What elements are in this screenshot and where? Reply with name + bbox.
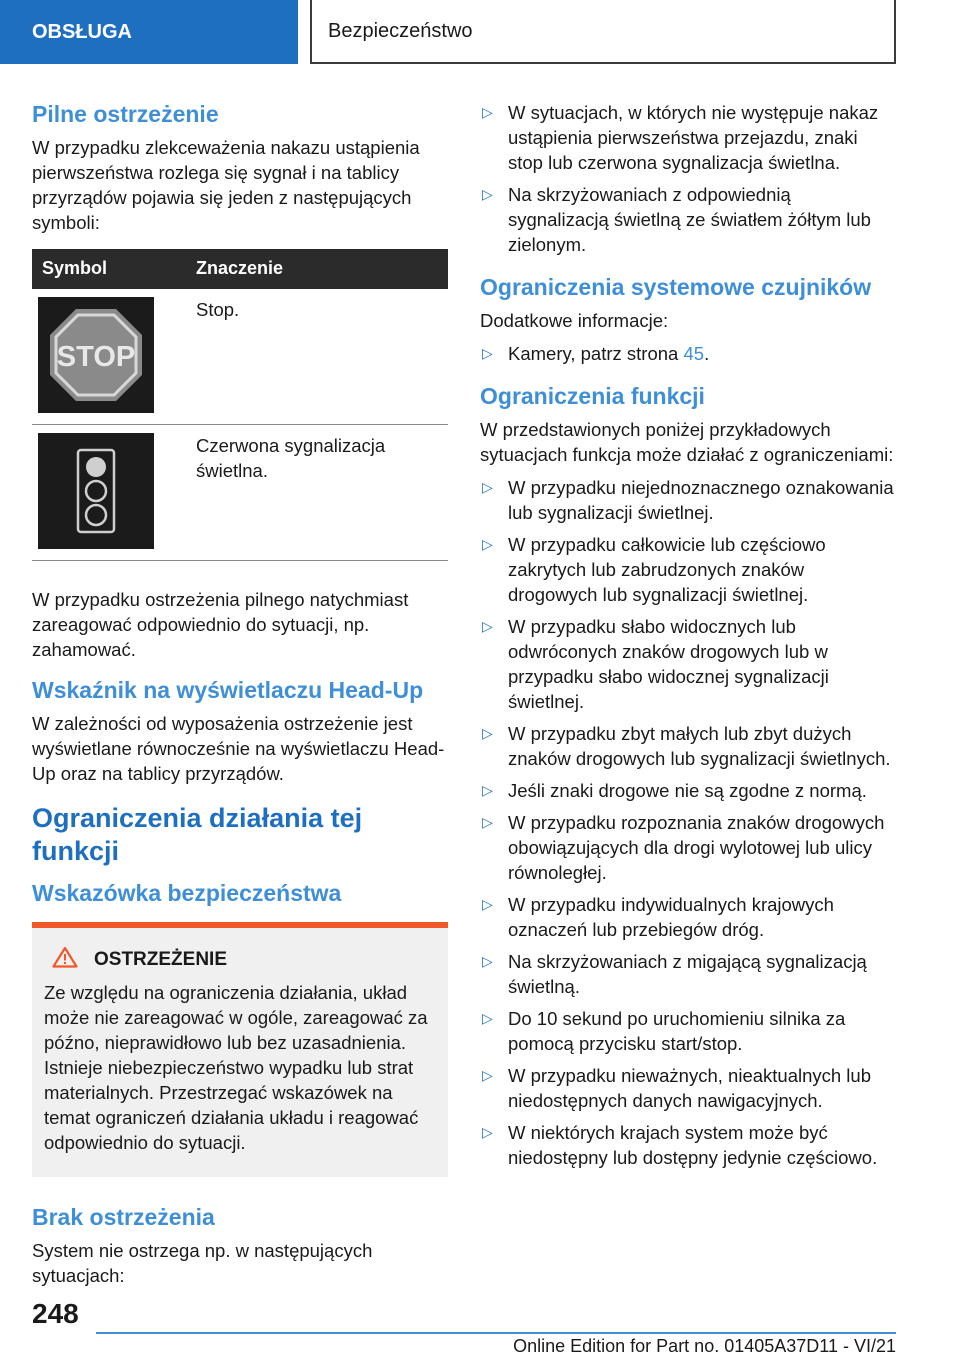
list-item: ▷ W niektórych krajach system może być niedostępny lub dostępny jedynie częściowo. (482, 1121, 878, 1168)
column-header-symbol: Symbol (42, 258, 108, 279)
bullet-triangle-icon: ▷ (482, 104, 493, 120)
list-item: ▷ W przypadku zbyt małych lub zbyt dużych znaków drogowych lub sygnalizacji świetlnych. (482, 722, 891, 769)
footer-edition: Online Edition for Part no. 01405A37D11 - VI/21 (513, 1336, 896, 1356)
list-item: ▷ Na skrzyżowaniach z migającą sygnalizacją świetlną. (482, 950, 867, 997)
bullet-triangle-icon: ▷ (482, 1123, 493, 1140)
symbol-table (32, 249, 448, 561)
table-row (32, 425, 448, 561)
stop-sign-icon (38, 297, 154, 413)
paragraph-sensor: Dodatkowe informacje: (480, 309, 669, 331)
warning-box (32, 928, 448, 1177)
paragraph-function: W przedstawionych poniżej przykładowych sytuacjach funkcja może działać z ograniczeniami: (480, 418, 894, 465)
traffic-light-icon (38, 433, 154, 549)
meaning-stop: Stop. (196, 298, 240, 320)
bullet-triangle-icon: ▷ (482, 952, 493, 969)
paragraph-urgent-warning: W przypadku zlekceważenia nakazu ustąpienia pierwszeństwa rozlega się sygnał i na tablicy przyrządów pojawia się jeden z następujących symboli: (32, 136, 420, 233)
heading-no-warning: Brak ostrzeżenia (32, 1203, 215, 1230)
heading-safety-note: Wskazówka bezpieczeństwa (32, 880, 342, 906)
paragraph-no-warning: System nie ostrzega np. w następujących sytuacjach: (32, 1239, 373, 1286)
list-item: ▷ W przypadku słabo widocznych lub odwróconych znaków drogowych lub w przypadku słabo widocznej sygnalizacji świetlnej. (482, 615, 829, 712)
bullet-triangle-icon: ▷ (482, 781, 493, 798)
bullet-triangle-icon: ▷ (482, 1066, 493, 1083)
heading-function-limits: Ograniczenia działania tej funkcji (32, 802, 363, 867)
bullet-triangle-icon: ▷ (482, 1009, 493, 1026)
paragraph-hud: W zależności od wyposażenia ostrzeżenie jest wyświetlane równocześnie na wyświetlaczu Head-Up oraz na tablicy przyrządów. (32, 712, 445, 784)
list-item: ▷ Do 10 sekund po uruchomieniu silnika za pomocą przycisku start/stop. (482, 1007, 846, 1054)
list-item: ▷ W przypadku rozpoznania znaków drogowych obowiązujących dla drogi wylotowej lub ulicy równoległej. (482, 811, 885, 883)
paragraph-after-table: W przypadku ostrzeżenia pilnego natychmiast zareagować odpowiednio do sytuacji, np. zahamować. (32, 588, 409, 660)
page-number: 248 (32, 1298, 79, 1329)
list-item: ▷ W przypadku całkowicie lub częściowo zakrytych lub zabrudzonych znaków drogowych lub sygnalizacji świetlnej. (482, 533, 826, 605)
bullet-triangle-icon: ▷ (482, 813, 493, 830)
sensor-list (480, 341, 896, 366)
bullet-triangle-icon: ▷ (482, 535, 493, 552)
warning-text: Ze względu na ograniczenia działania, układ może nie zareagować w ogóle, zareagować za późno, nieprawidłowo lub bez uzasadnienia. Istnieje niebezpieczeństwo wypadku lub strat materialnych. Przestrzegać wskazówek na temat ograniczeń działania układu i reagować odpowiednio do sytuacji. (44, 981, 428, 1153)
bullet-triangle-icon: ▷ (482, 724, 493, 741)
list-item: ▷ Kamery, patrz strona 45. (482, 342, 710, 364)
heading-urgent-warning: Pilne ostrzeżenie (32, 101, 219, 127)
list-item: ▷ W sytuacjach, w których nie występuje nakaz ustąpienia pierwszeństwa przejazdu, znaki stop lub czerwona sygnalizacja świetlna. (482, 102, 879, 173)
chapter-tab (310, 0, 896, 64)
right-column (480, 100, 896, 1177)
section-label: OBSŁUGA (32, 20, 132, 43)
bullet-triangle-icon: ▷ (482, 478, 493, 495)
column-header-meaning: Znaczenie (196, 258, 284, 279)
heading-hud: Wskaźnik na wyświetlaczu Head-Up (32, 676, 424, 703)
heading-function-limitations: Ograniczenia funkcji (480, 382, 705, 409)
function-limits-list (480, 475, 896, 1170)
section-tab (0, 0, 298, 64)
list-item: ▷ Na skrzyżowaniach z odpowiednią sygnalizacją świetlną ze światłem żółtym lub zielonym. (482, 184, 871, 255)
list-item: ▷ Jeśli znaki drogowe nie są zgodne z normą. (482, 779, 867, 801)
list-item: ▷ W przypadku nieważnych, nieaktualnych lub niedostępnych danych nawigacyjnych. (482, 1064, 871, 1111)
heading-sensor-limits: Ograniczenia systemowe czujników (480, 274, 872, 300)
meaning-red-light: Czerwona sygnalizacja świetlna. (196, 434, 386, 481)
bullet-triangle-icon: ▷ (482, 895, 493, 912)
list-item: ▷ W przypadku niejednoznacznego oznakowania lub sygnalizacji świetlnej. (482, 476, 894, 523)
bullet-triangle-icon: ▷ (482, 344, 493, 361)
page-link[interactable]: 45 (683, 342, 705, 364)
footer-divider (96, 1332, 896, 1334)
no-warning-list (480, 100, 896, 257)
stop-sign-text: STOP (56, 340, 136, 373)
left-column (32, 100, 448, 1288)
chapter-label: Bezpieczeństwo (328, 19, 473, 42)
warning-title: OSTRZEŻENIE (94, 948, 228, 970)
bullet-triangle-icon: ▷ (482, 617, 493, 634)
list-item: ▷ W przypadku indywidualnych krajowych oznaczeń lub przebiegów dróg. (482, 893, 834, 940)
warning-triangle-icon (52, 946, 82, 974)
bullet-triangle-icon: ▷ (482, 186, 493, 202)
table-row (32, 289, 448, 425)
symbol-table-header (32, 249, 448, 289)
